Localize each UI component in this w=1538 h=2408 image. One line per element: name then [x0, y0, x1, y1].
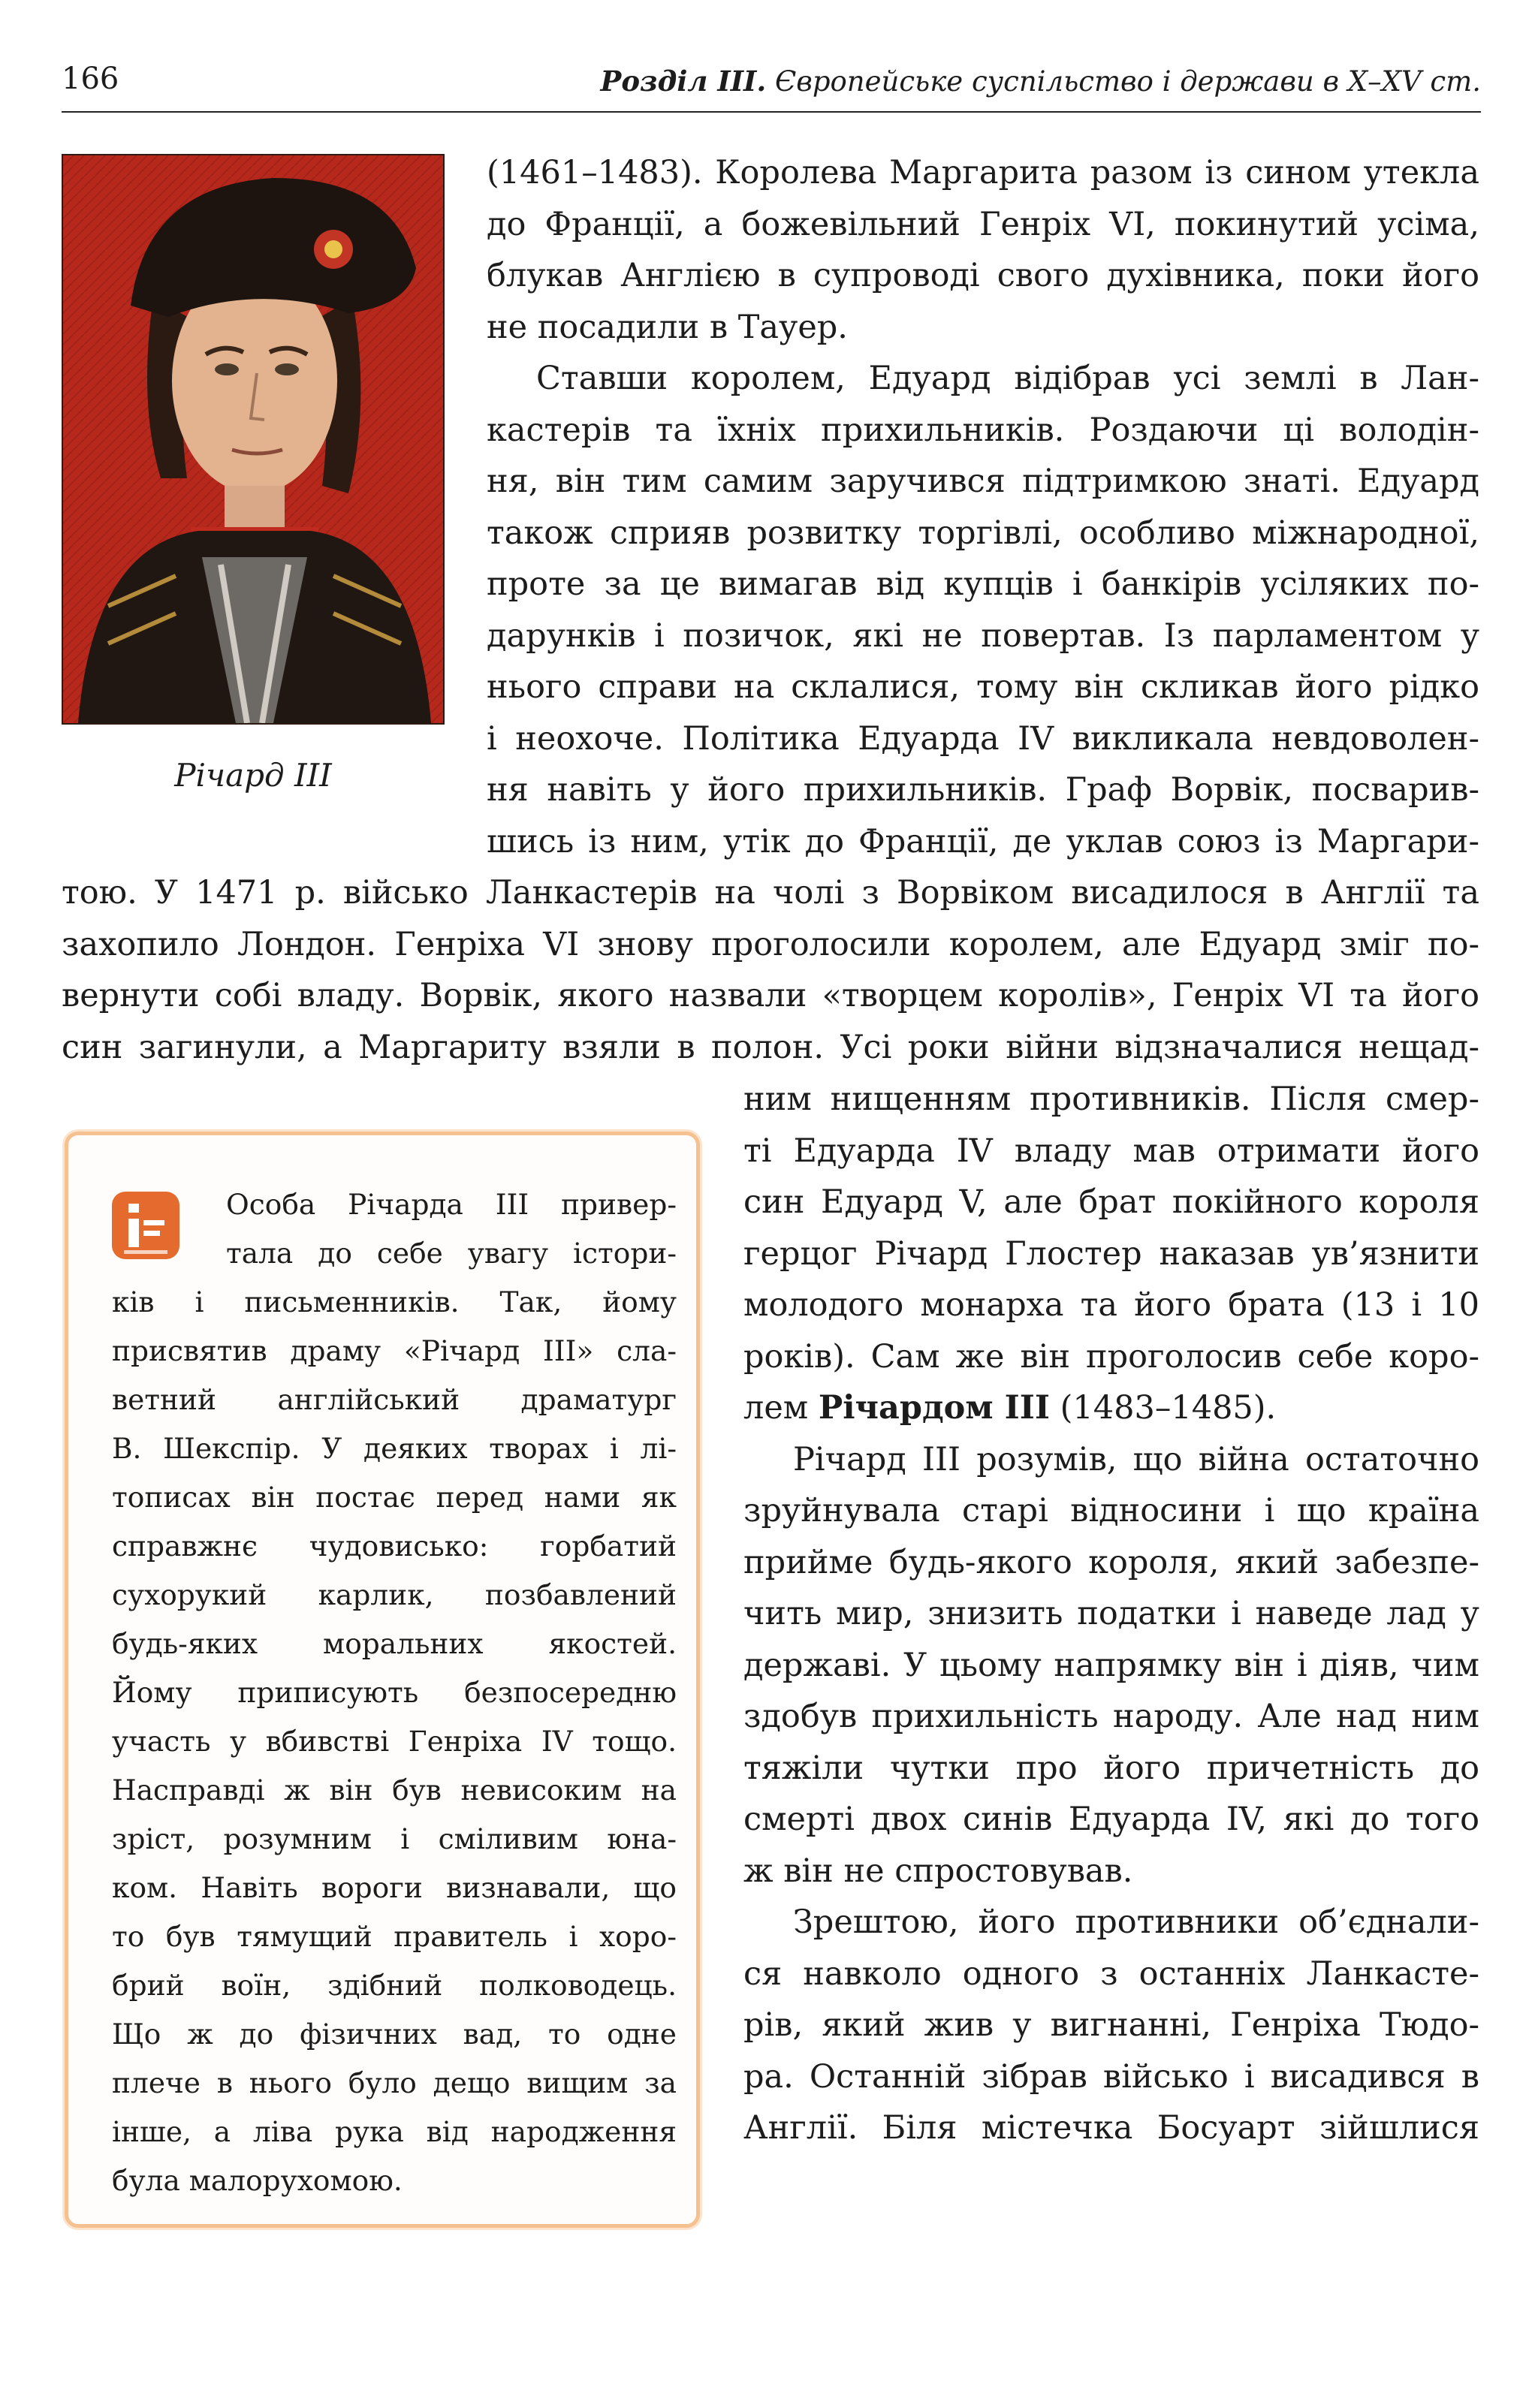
- text-line: захопило Лондон. Генріха VI знову проголосили королем, але Едуард зміг по-: [62, 925, 1479, 963]
- text-line: років). Сам же він проголосив себе коро-: [743, 1337, 1479, 1376]
- text-line: кастерів та їхніх прихильників. Роздаючи ці володін-: [487, 411, 1479, 449]
- text-line: ж він не спростовував.: [743, 1852, 1133, 1890]
- info-line: плече в нього було дещо вищим за: [112, 2066, 677, 2099]
- text-line: смерті двох синів Едуарда IV, які до того: [743, 1801, 1479, 1838]
- text-line: син загинули, а Маргариту взяли в полон. Усі роки війни відзначалися нещад-: [62, 1028, 1479, 1066]
- text-line: ня навіть у його прихильників. Граф Ворвік, посварив-: [487, 771, 1479, 809]
- info-line: присвятив драму «Річард ІІІ» сла-: [112, 1334, 677, 1367]
- text-line: здобув прихильність народу. Але над ним: [743, 1698, 1479, 1735]
- info-line: була малорухомою.: [112, 2164, 403, 2197]
- text-line: ра. Останній зібрав військо і висадився в: [743, 2057, 1479, 2096]
- text-line: ся навколо одного з останніх Ланкасте-: [743, 1954, 1479, 1993]
- text-line: тяжіли чутки про його причетність до: [743, 1749, 1479, 1787]
- text-line: ним нищенням противників. Після смер-: [743, 1080, 1479, 1118]
- info-line: тописах він постає перед нами як: [112, 1481, 677, 1514]
- info-line: ветний англійський драматург: [112, 1383, 677, 1416]
- page-number: 166: [62, 62, 119, 96]
- info-line: ків і письменників. Так, йому: [112, 1285, 677, 1319]
- text-full-width: [62, 867, 1479, 1073]
- info-line: інше, а ліва рука від народження: [112, 2115, 677, 2148]
- text-line: [743, 1382, 1479, 1434]
- text-line: дарунків і позичок, які не повертав. Із парламентом у: [487, 616, 1479, 655]
- text-line: державі. У цьому напрямку він і діяв, чим: [743, 1646, 1479, 1684]
- page-header: [62, 62, 1481, 107]
- text-line: Річард ІІІ розумів, що війна остаточно: [793, 1440, 1479, 1478]
- info-line: В. Шекспір. У деяких творах і лі-: [112, 1432, 677, 1465]
- text-line: шись із ним, утік до Франції, де уклав союз із Маргари-: [487, 822, 1479, 860]
- text-line: син Едуард V, але брат покійного короля: [743, 1183, 1479, 1221]
- portrait-caption: Річард ІІІ: [174, 757, 332, 794]
- text-right-column: [743, 1074, 1479, 2154]
- portrait-illustration: [63, 155, 443, 723]
- text-line: ті Едуарда IV владу мав отримати його: [743, 1132, 1479, 1170]
- text-line: блукав Англією в супроводі свого духівника, поки його: [487, 257, 1479, 294]
- info-line: будь-яких моральних якостей.: [112, 1627, 677, 1660]
- info-line: Що ж до фізичних вад, то одне: [112, 2018, 677, 2051]
- info-box: [65, 1132, 700, 2228]
- section-label: Розділ ІІІ.: [600, 65, 767, 98]
- bold-name-richard-iii: Річардом ІІІ: [818, 1389, 1050, 1427]
- text-line: прийме будь-якого короля, який забезпе-: [743, 1543, 1479, 1581]
- text-line: герцог Річард Глостер наказав ув’язнити: [743, 1234, 1479, 1273]
- text-line: проте за це вимагав від купців і банкірів усіляких по-: [487, 565, 1479, 603]
- text-line: не посадили в Тауер.: [487, 308, 848, 346]
- text-line: Ставши королем, Едуард відібрав усі землі в Лан-: [536, 360, 1479, 397]
- info-line: зріст, розумним і сміливим юна-: [112, 1822, 677, 1855]
- text-line: також сприяв розвитку торгівлі, особливо міжнародної,: [487, 514, 1479, 552]
- info-box-text: [226, 1180, 677, 1278]
- text-line: до Франції, а божевільний Генріх VI, покинутий усіма,: [487, 205, 1479, 243]
- text-fragment: лем: [743, 1389, 809, 1427]
- text-line: (1461–1483). Королева Маргарита разом із сином утекла: [487, 154, 1479, 191]
- header-rule: [62, 111, 1481, 113]
- text-line: і неохоче. Політика Едуарда IV викликала невдоволен-: [487, 719, 1479, 758]
- text-line: чить мир, знизить податки і наведе лад у: [743, 1595, 1479, 1632]
- text-line: нього справи на склалися, тому він скликав його рідко: [487, 668, 1479, 706]
- info-line: ком. Навіть вороги визнавали, що: [112, 1871, 677, 1904]
- text-line: Зрештою, його противники об’єднали-: [793, 1903, 1479, 1941]
- text-line: вернути собі владу. Ворвік, якого назвали «творцем королів», Генріх VI та його: [62, 977, 1479, 1014]
- info-line: брий воїн, здібний полководець.: [112, 1969, 677, 2002]
- text-top-column: [487, 147, 1479, 867]
- portrait-richard-iii: [62, 154, 445, 725]
- info-line: справжнє чудовисько: горбатий: [112, 1529, 677, 1563]
- info-box-text-full: [112, 1278, 677, 2205]
- info-line: участь у вбивстві Генріха IV тощо.: [112, 1725, 677, 1758]
- info-line: Особа Річарда ІІІ привер-: [226, 1188, 677, 1221]
- text-line: тою. У 1471 р. військо Ланкастерів на чолі з Ворвіком висадилося в Англії та: [62, 874, 1479, 912]
- section-title: Європейське суспільство і держави в Х–ХV ст.: [774, 65, 1481, 98]
- running-head: [601, 65, 1481, 98]
- text-line: рів, який жив у вигнанні, Генріха Тюдо-: [743, 2006, 1479, 2044]
- info-line: Насправді ж він був невисоким на: [112, 1774, 677, 1807]
- text-line: молодого монарха та його брата (13 і 10: [743, 1286, 1479, 1324]
- text-line: ня, він тим самим заручився підтримкою знаті. Едуард: [487, 463, 1479, 500]
- info-line: тала до себе увагу істори-: [226, 1237, 677, 1270]
- info-icon: [112, 1192, 179, 1259]
- text-fragment: (1483–1485).: [1060, 1389, 1277, 1427]
- info-line: Йому приписують безпосередню: [112, 1676, 677, 1709]
- info-line: то був тямущий правитель і хоро-: [112, 1920, 677, 1953]
- info-line: сухорукий карлик, позбавлений: [112, 1578, 677, 1611]
- text-line: зруйнувала старі відносини і що країна: [743, 1492, 1479, 1529]
- text-line: Англії. Біля містечка Босуарт зійшлися: [743, 2109, 1479, 2147]
